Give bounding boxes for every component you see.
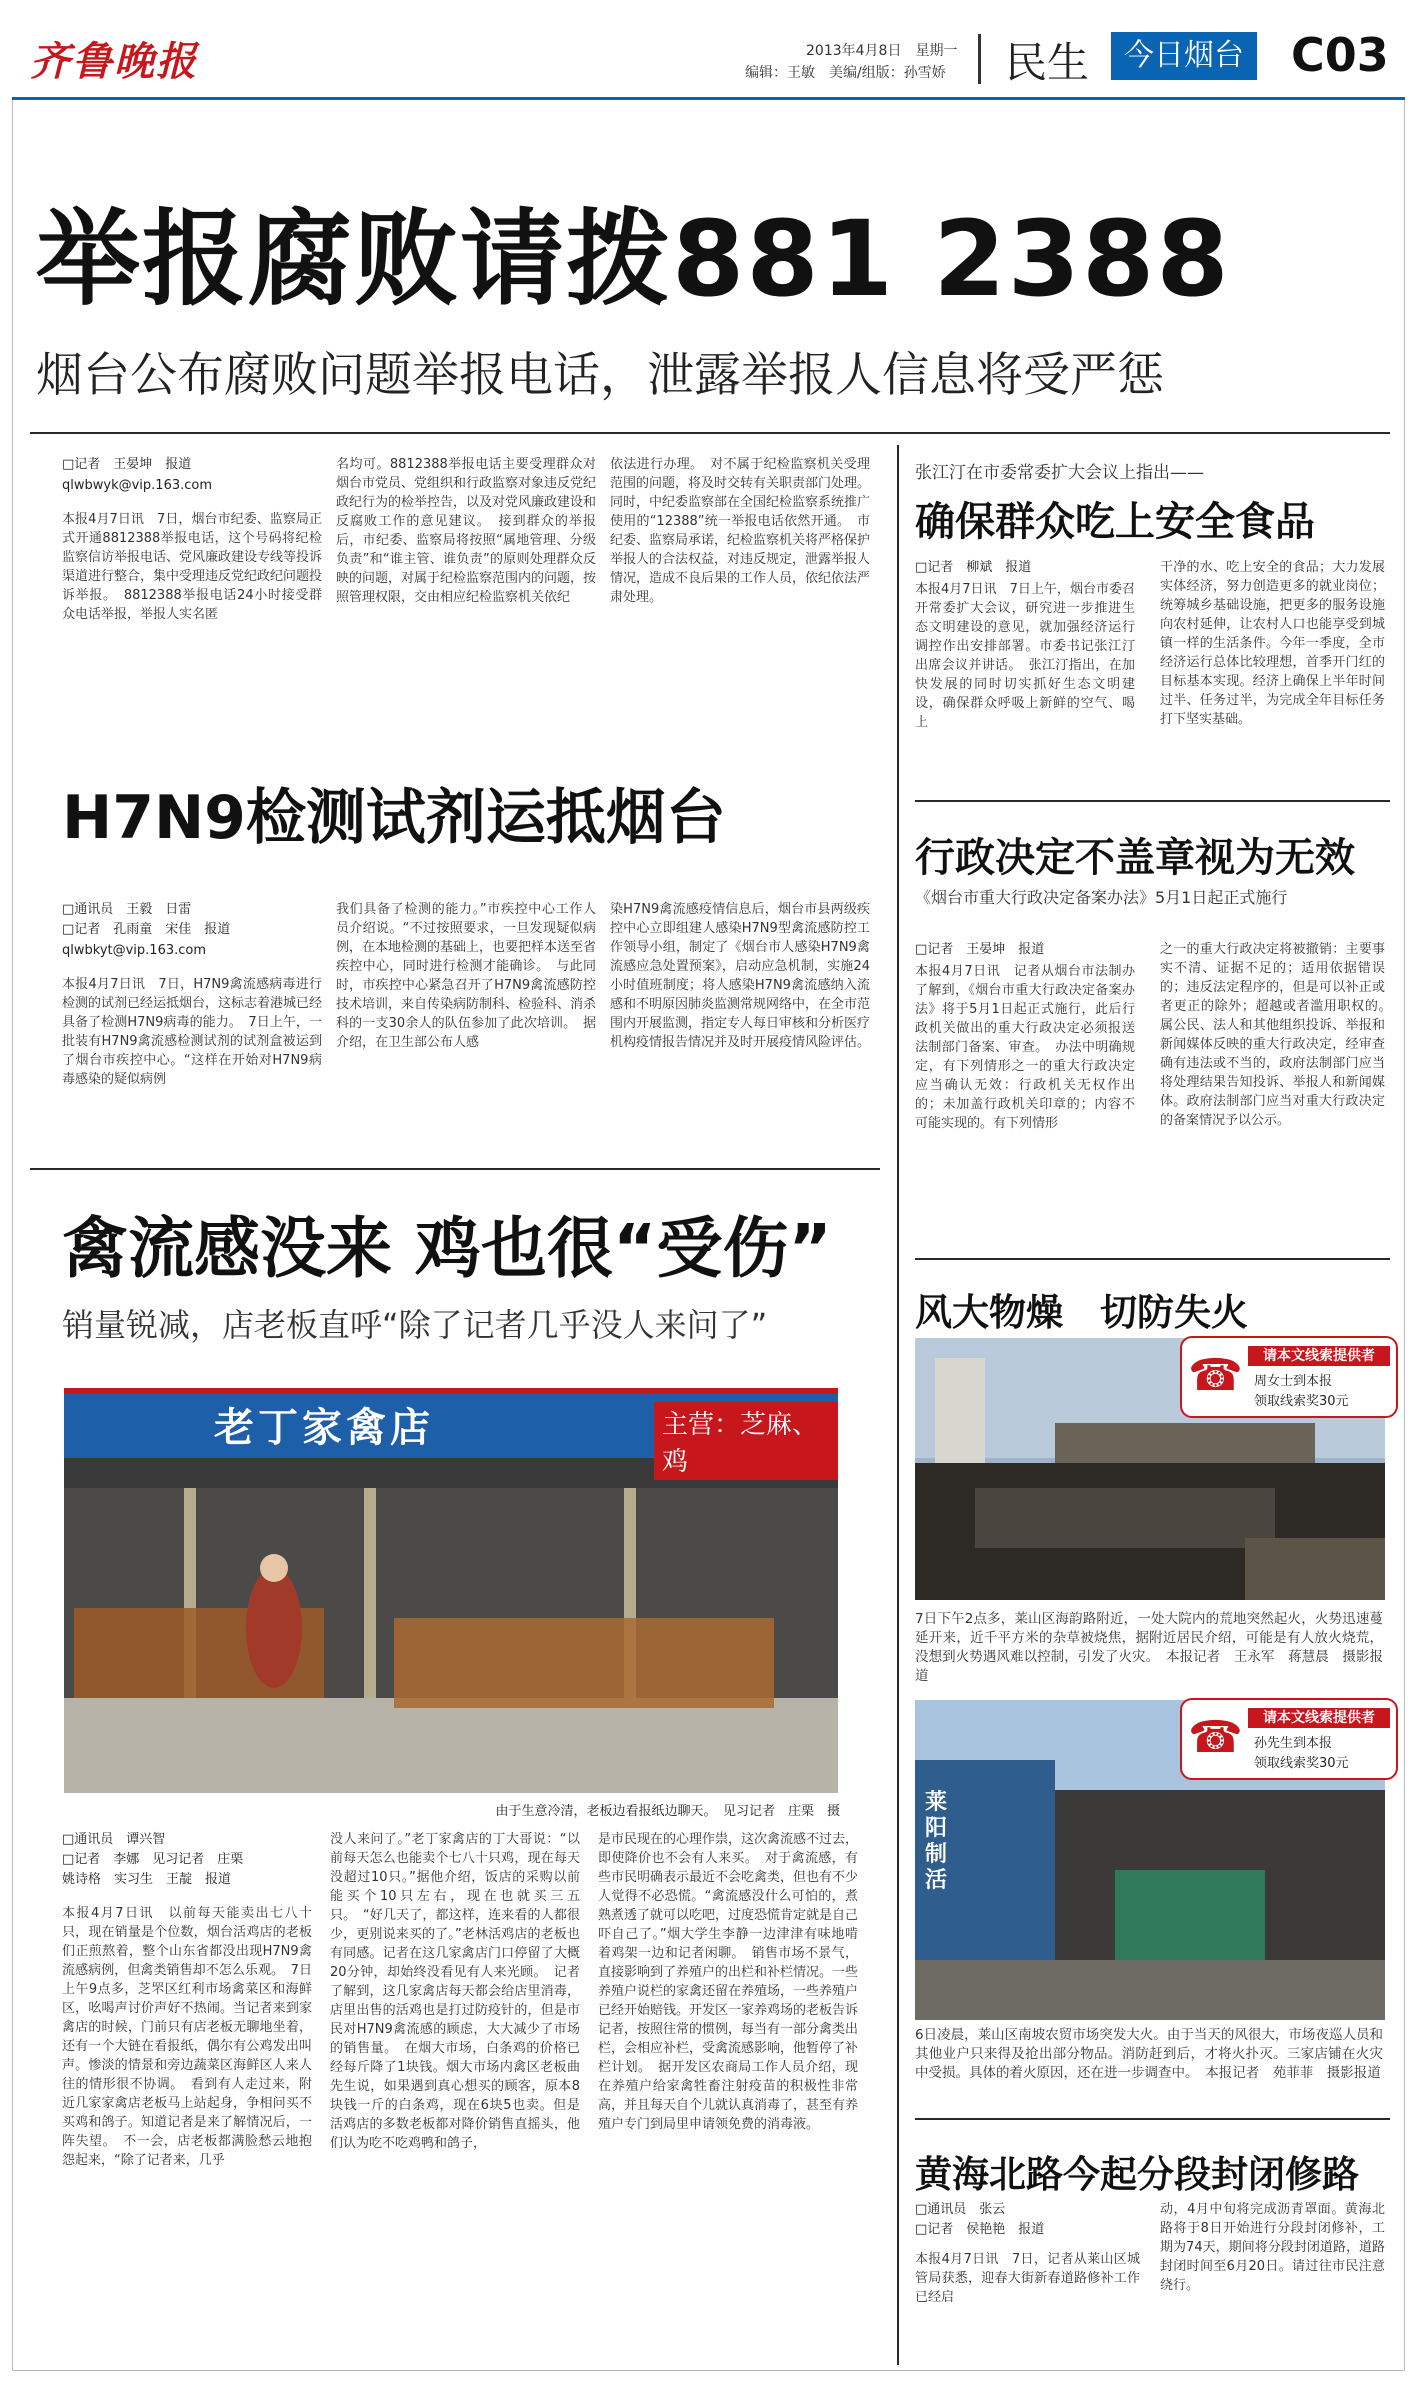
section-rule <box>915 2118 1390 2120</box>
market-fire-caption: 6日凌晨，莱山区南坡农贸市场突发大火。由于当天的风很大，市场夜巡人员和其他业户只来得及抢出部分物品。消防赶到后，才将火扑灭。三家店铺在火灾中受损。具体的着火原因，还在进一步调查中。 本报记者 苑菲菲 摄影报道 <box>915 2027 1383 2081</box>
section-rule <box>30 432 1390 434</box>
main-subhead: 烟台公布腐败问题举报电话，泄露举报人信息将受严惩 <box>36 348 1164 403</box>
issue-date: 2013年4月8日 星期一 <box>806 43 958 59</box>
fire-caption: 7日下午2点多，莱山区海韵路附近，一处大院内的荒地突然起火，火势迅速蔓延开来，近千平方米的杂草被烧焦，据附近居民介绍，可能是有人放火烧荒，没想到火势遇风难以控制，引发了火灾。 本报记者 王永军 蒋慧晨 摄影报道 <box>915 1611 1383 1684</box>
right4-col2: 动，4月中旬将完成沥青罩面。黄海北路将于8日开始进行分段封闭修补，工期为74天，期间将分段封闭道路，道路封闭时间至6月20日。请过往市民注意绕行。 <box>1160 2202 1385 2293</box>
story3-col2: 没人来问了。”老丁家禽店的丁大哥说：“以前每天怎么也能卖个七八十只鸡，现在每天没超过10只。”据他介绍，饭店的采购以前能买个10只左右，现在也就买三五只。 “好几天了，都这样，连来看的人都很少，更别说来买的了。”老林活鸡店的老板也有同感。记者在这几家禽店门口停留了大概20分钟，却始终没看见有人来光顾。 记者了解到，这几家禽店每天都会给店里消毒，店里出售的活鸡也是打过防疫针的，但是市民对H7N9禽流感的顾虑，大大减少了市场的销售量。 在烟大市场，白条鸡的价格已经每斤降了1块钱。烟大市场内禽区老板曲先生说，如果遇到真心想买的顾客，原本8块钱一斤的白条鸡，现在6块5也卖。但是活鸡店的多数老板都对降价销售直摇头，他们认为吃不吃鸡鸭和鸽子， <box>330 1832 580 2151</box>
hotline-line: 领取线索奖30元 <box>1254 1756 1349 1771</box>
photo-caption: 由于生意冷清，老板边看报纸边聊天。 见习记者 庄栗 摄 <box>495 1804 840 1819</box>
hotline-line: 孙先生到本报 <box>1254 1736 1333 1751</box>
masthead-logo: 齐鲁晚报 <box>30 38 198 85</box>
story3-byline: □记者 李娜 见习记者 庄栗 <box>62 1852 244 1867</box>
shop-sign: 莱阳制活 <box>925 1790 948 1893</box>
right1-col1: 本报4月7日讯 7日上午，烟台市委召开常委扩大会议，研究进一步推进生态文明建设的意见，就加强经济运行调控作出安排部署。市委书记张江汀出席会议并讲话。 张江汀指出，在加快发展的同时切实抓好生态文明建设，确保群众呼吸上新鲜的空气、喝上 <box>915 582 1135 730</box>
story1-col1: 本报4月7日讯 7日，烟台市纪委、监察局正式开通8812388举报电话，这个号码将纪检监察信访举报电话、党风廉政建设专线等投诉渠道进行整合，集中受理违反党纪政纪问题投诉举报。 8812388举报电话24小时接受群众电话举报，举报人实名匿 <box>62 512 323 622</box>
story2-byline: □通讯员 王毅 日雷 <box>62 902 192 917</box>
section-name: 民生 <box>1005 38 1090 87</box>
story1-byline: □记者 王晏坤 报道 <box>62 457 192 472</box>
hotline-head: 请本文线索提供者 <box>1248 1708 1390 1728</box>
main-headline: 举报腐败请拨881 2388 <box>36 198 1231 320</box>
story2-col1: 本报4月7日讯 7日，H7N9禽流感病毒进行检测的试剂已经运抵烟台，这标志着港城已经具备了检测H7N9病毒的能力。 7日上午，一批装有H7N9禽流感检测试剂的试剂盒被运到了烟台市疾控中心。“这样在开始对H7N9病毒感染的疑似病例 <box>62 977 323 1087</box>
right4-col1: 本报4月7日讯 7日，记者从莱山区城管局获悉，迎春大街新春道路修补工作已经启 <box>915 2252 1140 2305</box>
story2-email: qlwbkyt@vip.163.com <box>62 943 207 958</box>
story3-col1: 本报4月7日讯 以前每天能卖出七八十只，现在销量是个位数，烟台活鸡店的老板们正煎熬着，整个山东省都没出现H7N9禽流感病例，但禽类销售却不怎么乐观。 7日上午9点多，芝罘区红利市场禽菜区和海鲜区，吆喝声讨价声好不热闹。当记者来到家禽店的时候，门前只有店老板无聊地坐着，还有一个大链在看报纸，偶尔有公鸡发出叫声。惨淡的情景和旁边蔬菜区海鲜区人来人往的情形很不协调。 看到有人走过来，附近几家家禽店老板马上站起身，争相问买不买鸡和鸽子。知道记者是来了解情况后，一阵失望。 不一会，店老板都满脸愁云地抱怨起来，“除了记者来，几乎 <box>62 1906 312 2168</box>
story3-byline: □通讯员 谭兴智 <box>62 1832 166 1847</box>
telephone-icon: ☎ <box>1188 1350 1243 1401</box>
right2-subhead: 《烟台市重大行政决定备案办法》5月1日起正式施行 <box>915 888 1288 907</box>
shop-sign: 主营：芝麻、鸡 <box>654 1402 838 1480</box>
hotline-badge <box>1180 1698 1398 1780</box>
market-photo <box>64 1388 838 1793</box>
story1-col2: 名均可。8812388举报电话主要受理群众对烟台市党员、党组织和行政监察对象违反党纪政纪行为的检举控告，以及对党风廉政建设和反腐败工作的意见建议。 接到群众的举报后，市纪委、监察局将按照“属地管理、分级负责”和“谁主管、谁负责”的原则处理群众反映的问题，对属于纪检监察范围内的问题，按照管理权限，交由相应纪检监察机关依纪 <box>336 457 597 605</box>
telephone-icon: ☎ <box>1188 1712 1243 1763</box>
story2-col2: 我们具备了检测的能力。”市疾控中心工作人员介绍说。“不过按照要求，一旦发现疑似病例，在本地检测的基础上，也要把样本送至省疾控中心，同时进行检测才能确诊。 与此同时，市疾控中心紧急召开了H7N9禽流感防控技术培训，来自传染病防制科、检验科、消杀科的一支30余人的队伍参加了此次培训。 据介绍，在卫生部公布人感 <box>336 902 597 1050</box>
editor-credits: 编辑：王敏 美编/组版：孙雪娇 <box>745 65 946 81</box>
story1-email: qlwbwyk@vip.163.com <box>62 478 213 493</box>
right4-headline: 黄海北路今起分段封闭修路 <box>915 2153 1359 2196</box>
story3-headline: 禽流感没来 鸡也很“受伤” <box>62 1210 832 1287</box>
section-rule <box>30 1168 880 1170</box>
shop-sign: 老丁家禽店 <box>214 1405 434 1451</box>
hotline-head: 请本文线索提供者 <box>1248 1346 1390 1366</box>
right2-byline: □记者 王晏坤 报道 <box>915 942 1045 957</box>
right1-headline: 确保群众吃上安全食品 <box>915 499 1315 545</box>
right4-byline: □通讯员 张云 <box>915 2202 1006 2217</box>
story2-byline: □记者 孔雨童 宋佳 报道 <box>62 922 231 937</box>
hotline-badge <box>1180 1336 1398 1418</box>
right3-headline: 风大物燥 切防失火 <box>915 1291 1248 1334</box>
column-rule <box>897 445 899 2365</box>
section-rule <box>915 1258 1390 1260</box>
right2-col1: 本报4月7日讯 记者从烟台市法制办了解到，《烟台市重大行政决定备案办法》将于5月1日起正式施行，此后行政机关做出的重大行政决定必须报送法制部门备案、审查。 办法中明确规定，有下列情形之一的重大行政决定应当确认无效：行政机关无权作出的；未加盖行政机关印章的；内容不可能实现的。有下列情形 <box>915 964 1135 1131</box>
hotline-line: 领取线索奖30元 <box>1254 1394 1349 1409</box>
story3-byline: 姚诗格 实习生 王靛 报道 <box>62 1872 232 1887</box>
story2-col3: 染H7N9禽流感疫情信息后，烟台市县两级疾控中心立即组建人感染H7N9型禽流感防控工作领导小组，制定了《烟台市人感染H7N9禽流感应急处置预案》，启动应急机制，实施24小时值班制度；将人感染H7N9禽流感纳入流感和不明原因肺炎监测常规网络中，在全市范围内开展监测，指定专人每日审核和分析医疗机构疫情报告情况并及时开展疫情风险评估。 <box>610 902 871 1050</box>
story3-subhead: 销量锐减，店老板直呼“除了记者几乎没人来问了” <box>62 1306 768 1344</box>
right1-col2: 干净的水、吃上安全的食品；大力发展实体经济，努力创造更多的就业岗位；统筹城乡基础设施，把更多的服务设施向农村延伸，让农村人口也能享受到城镇一样的生活条件。今年一季度，全市经济运行总体比较理想，首季开门红的目标基本实现。经济上确保上半年时间过半、任务过半，为完成全年目标任务打下坚实基础。 <box>1160 560 1385 727</box>
right4-byline: □记者 侯艳艳 报道 <box>915 2222 1045 2237</box>
story1-col3: 依法进行办理。 对不属于纪检监察机关受理范围的问题，将及时交转有关职责部门处理。同时，中纪委监察部在全国纪检监察系统推广使用的“12388”统一举报电话依然开通。 市纪委、监察局承诺，纪检监察机关将严格保护举报人的合法权益，对违反规定，泄露举报人情况，造成不良后果的工作人员，依纪依法严肃处理。 <box>610 457 871 605</box>
right1-byline: □记者 柳斌 报道 <box>915 560 1032 575</box>
section-rule <box>915 800 1390 802</box>
story2-headline: H7N9检测试剂运抵烟台 <box>62 783 726 853</box>
right2-headline: 行政决定不盖章视为无效 <box>915 835 1355 881</box>
story3-col3: 是市民现在的心理作祟，这次禽流感不过去，即使降价也不会有人来买。 对于禽流感，有些市民明确表示最近不会吃禽类，但也有不少人觉得不必恐慌。“禽流感没什么可怕的，煮熟煮透了就可以吃吧，过度恐慌肯定就是自己吓自己了。”烟大学生李静一边津津有味地啃着鸡架一边和记者闲聊。 销售市场不景气，直接影响到了养殖户的出栏和补栏情况。一些养殖户说栏的家禽还留在养殖场，一些养殖户已经开始赔钱。开发区一家养鸡场的老板告诉记者，按照往常的惯例，每当有一部分禽类出栏，会相应补栏，受禽流感影响，他暂停了补栏计划。 据开发区农商局工作人员介绍，现在养殖户给家禽牲畜注射疫苗的积极性非常高，并且每天自个儿就认真消毒了，甚至有养殖户专门到局里申请领免费的消毒液。 <box>598 1832 859 2132</box>
right1-kicker: 张江汀在市委常委扩大会议上指出—— <box>915 463 1204 483</box>
right2-col2: 之一的重大行政决定将被撤销：主要事实不清、证据不足的；适用依据错误的；违反法定程序的，但是可以补正或者更正的除外；超越或者滥用职权的。 属公民、法人和其他组织投诉、举报和新闻媒体反映的重大行政决定，经审查确有违法或不当的，政府法制部门应当将处理结果告知投诉、举报人和新闻媒体。政府法制部门应当对重大行政决定的备案情况予以公示。 <box>1160 942 1399 1128</box>
header-divider <box>978 34 981 84</box>
hotline-line: 周女士到本报 <box>1254 1374 1333 1389</box>
section-tag: 今日烟台 <box>1111 32 1257 80</box>
page-number: C03 <box>1291 28 1389 82</box>
